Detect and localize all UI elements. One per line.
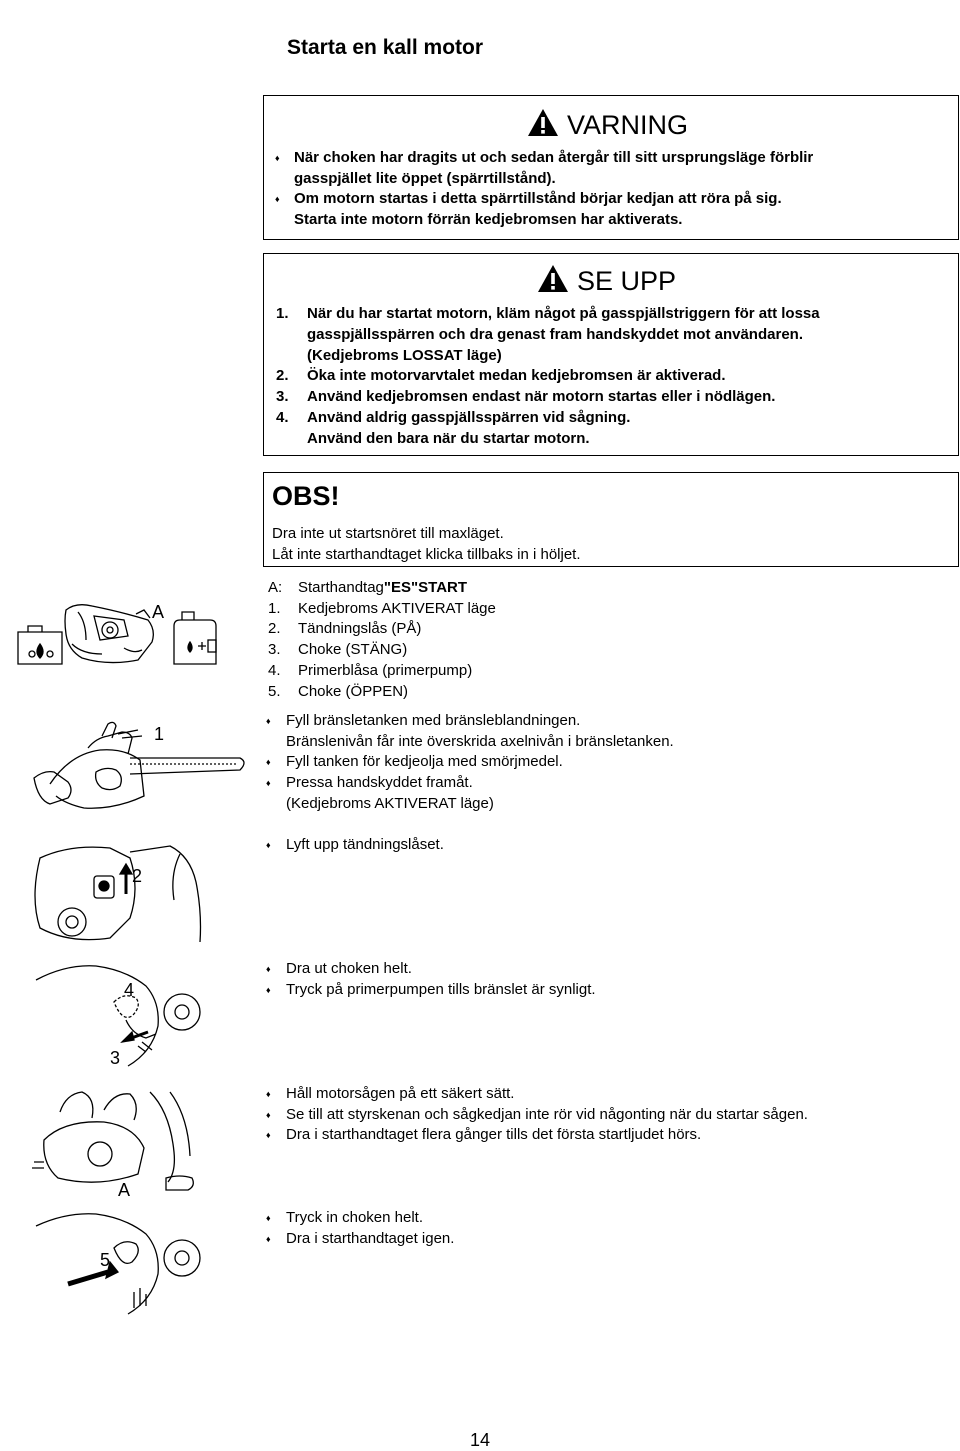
step-ignition <box>263 835 953 856</box>
caution-heading <box>537 264 676 298</box>
step-bullet: ♦ Pressa handskyddet framåt. (Kedjebroms AKTIVERAT läge) <box>263 773 953 814</box>
fuel-can-icon <box>174 612 216 664</box>
note-text: Dra inte ut startsnöret till maxläget. Låt inte starthandtaget klicka tillbaks in i höljet. <box>272 525 581 563</box>
figure-label: 1 <box>154 724 165 744</box>
illustration-fuel-oil <box>14 598 239 678</box>
step-choke <box>263 959 953 1000</box>
page-title: Starta en kall motor <box>287 36 484 59</box>
figure-label: 4 <box>124 980 135 1000</box>
caution-item: 4. Använd aldrig gasspjällsspärren vid sågning. <box>276 408 631 426</box>
warning-triangle-icon <box>527 108 559 142</box>
step-bullet: ♦ Lyft upp tändningslåset. <box>263 835 953 856</box>
step-restart <box>263 1208 953 1249</box>
step-bullet: ♦ Dra i starthandtaget flera gånger tills det första startljudet hörs. <box>263 1125 953 1146</box>
figure-label: A <box>152 602 165 622</box>
figure-label: A <box>118 1180 131 1200</box>
legend-item: 4. Primerblåsa (primerpump) <box>268 661 473 679</box>
warning-list <box>272 148 952 230</box>
caution-heading-text: SE UPP <box>577 265 677 296</box>
figure-label: 3 <box>110 1048 121 1068</box>
illustration-ignition-lock <box>30 838 210 950</box>
step-start <box>263 1084 953 1146</box>
step-bullet: ♦ Håll motorsågen på ett säkert sätt. <box>263 1084 953 1105</box>
illustration-chain-brake <box>30 718 250 828</box>
illustration-push-choke <box>30 1208 210 1320</box>
legend-item: 1. Kedjebroms AKTIVERAT läge <box>268 599 496 617</box>
chainsaw-icon <box>65 605 153 663</box>
caution-item: 2. Öka inte motorvarvtalet medan kedjebromsen är aktiverad. <box>276 367 726 385</box>
step-bullet: ♦ Se till att styrskenan och sågkedjan inte rör vid någonting när du startar sågen. <box>263 1105 953 1126</box>
legend-item: 2. Tändningslås (PÅ) <box>268 620 422 638</box>
step-bullet: ♦ Dra i starthandtaget igen. <box>263 1229 953 1250</box>
legend-item: 5. Choke (ÖPPEN) <box>268 682 409 700</box>
warning-heading-text: VARNING <box>567 109 689 140</box>
step-fuel <box>263 711 953 815</box>
illustration-choke-primer <box>30 960 210 1072</box>
legend-item: A: Starthandtag "ES"START <box>268 579 468 596</box>
warning-item: ♦ Om motorn startas i detta spärrtillstånd börjar kedjan att röra på sig. Starta inte motorn förrän kedjebromsen har aktiverats. <box>272 189 952 230</box>
step-bullet: ♦ Fyll tanken för kedjeolja med smörjmedel. <box>263 752 953 773</box>
warning-heading <box>527 108 688 142</box>
step-bullet: ♦ Fyll bränsletanken med bränsleblandningen. Bränslenivån får inte överskrida axelnivån i bränsletanken. <box>263 711 953 752</box>
step-bullet: ♦ Tryck på primerpumpen tills bränslet är synligt. <box>263 980 953 1001</box>
figure-label: 2 <box>132 866 143 886</box>
caution-list: 1. När du har startat motorn, kläm något på gasspjällstriggern för att lossa gasspjällsspärren och dra genast fram handskyddet mot användaren. (Kedjebroms LOSSAT läge) 2. Öka inte motorvarvtalet medan kedjebromsen är aktiverad. 3. Använd kedjebromsen endast när motorn startas eller i nödlägen. 4. Använd aldrig gasspjällsspärren vid sågning. Använd den bara när du startar motorn. <box>276 304 951 450</box>
step-bullet: ♦ Tryck in choken helt. <box>263 1208 953 1229</box>
warning-triangle-icon <box>537 264 569 298</box>
figure-label: 5 <box>100 1250 111 1270</box>
warning-item: ♦ När choken har dragits ut och sedan återgår till sitt ursprungsläge förblir gasspjället lite öppet (spärrtillstånd). <box>272 148 952 189</box>
caution-item: 3. Använd kedjebromsen endast när motorn startas eller i nödlägen. <box>276 388 776 406</box>
legend-item: 3. Choke (STÄNG) <box>268 641 408 659</box>
caution-item: 1. När du har startat motorn, kläm något på gasspjällstriggern för att lossa <box>276 305 820 322</box>
oil-can-icon <box>18 626 62 664</box>
illustration-pull-starter <box>30 1082 210 1202</box>
page-number: 14 <box>469 1430 491 1450</box>
note-heading: OBS! <box>272 481 340 511</box>
legend-list <box>268 578 496 702</box>
step-bullet: ♦ Dra ut choken helt. <box>263 959 953 980</box>
